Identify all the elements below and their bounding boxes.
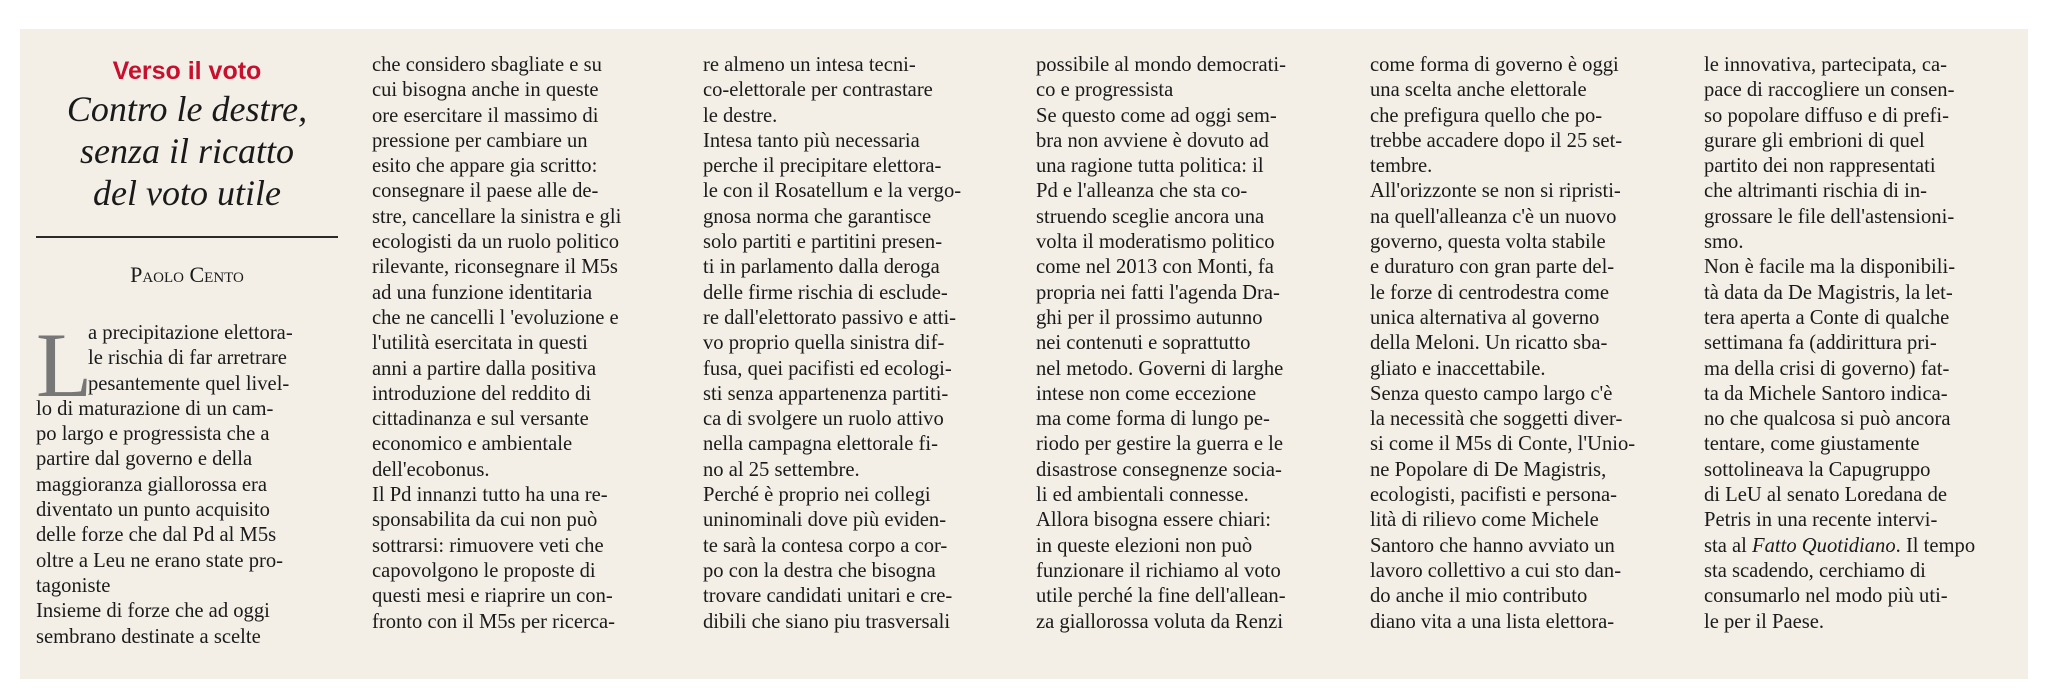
- text-line: ti in parlamento dalla deroga: [703, 256, 940, 279]
- text-line: che ne cancelli l 'evoluzione e: [372, 306, 619, 329]
- text-line: sponsabilita da cui non può: [372, 509, 598, 532]
- column-text: [1704, 53, 2004, 635]
- text-line: Pd e l'alleanza che sta co-: [1036, 180, 1248, 203]
- text-line: una scelta anche elettorale: [1370, 79, 1587, 102]
- text-line: diventato un punto acquisito: [36, 499, 270, 522]
- text-line: co-elettorale per contrastare: [703, 79, 933, 102]
- text-line: propria nei fatti l'agenda Dra-: [1036, 281, 1280, 304]
- drop-cap: L: [36, 314, 93, 416]
- text-line: lità di rilievo come Michele: [1370, 509, 1599, 532]
- text-line: dibili che siano piu trasversali: [703, 610, 951, 633]
- text-line: l'utilità esercitata in questi: [372, 332, 588, 355]
- text-line: ecologisti, pacifisti e persona-: [1370, 484, 1618, 507]
- text-line: gurare gli embrioni di quel: [1704, 129, 1925, 152]
- text-line: re almeno un intesa tecni-: [703, 54, 916, 76]
- text-line: smo.: [1704, 231, 1744, 254]
- text-line: uninominali dove più eviden-: [703, 509, 947, 532]
- text-line: ne Popolare di De Magistris,: [1370, 458, 1607, 481]
- text-line: che altrimanti rischia di in-: [1704, 180, 1928, 203]
- text-line: introduzione del reddito di: [372, 382, 592, 405]
- kicker: Verso il voto: [112, 57, 262, 85]
- headline-line: senza il ricatto: [80, 131, 294, 171]
- text-line: sembrano destinate a scelte: [36, 625, 261, 648]
- text-line: te sarà la contesa corpo a cor-: [703, 534, 948, 557]
- text-line: Il Pd innanzi tutto ha una re-: [372, 484, 608, 507]
- text-line: Intesa tanto più necessaria: [703, 129, 920, 152]
- text-line: Petris in una recente intervi-: [1704, 509, 1938, 532]
- text-line: le rischia di far arretrare: [88, 347, 287, 370]
- text-line: ma della crisi di governo) fat-: [1704, 357, 1950, 380]
- text-line: Se questo come ad oggi sem-: [1036, 104, 1277, 127]
- text-line: no che qualcosa si può ancora: [1704, 408, 1951, 431]
- text-line: a precipitazione elettora-: [88, 322, 293, 344]
- text-line: possibile al mondo democrati-: [1036, 54, 1286, 76]
- text-fragment: . Il tempo: [1895, 534, 1976, 557]
- text-line: ghi per il prossimo autunno: [1036, 306, 1263, 329]
- text-line: partito dei non rappresentati: [1704, 155, 1936, 178]
- text-line: tera aperta a Conte di qualche: [1704, 306, 1950, 329]
- text-line: do anche il mio contributo: [1370, 585, 1588, 608]
- text-line: diano vita a una lista elettora-: [1370, 610, 1615, 633]
- text-line: bra non avviene è dovuto ad: [1036, 129, 1269, 152]
- text-line: sottolineava la Capugruppo: [1704, 458, 1931, 481]
- text-line: tà data da De Magistris, la let-: [1704, 281, 1953, 304]
- text-line: consumarlo nel modo più uti-: [1704, 585, 1948, 608]
- column-5: [1370, 53, 1670, 635]
- text-line: e duraturo con gran parte del-: [1370, 256, 1615, 279]
- text-line: Senza questo campo largo c'è: [1370, 382, 1613, 405]
- text-line: All'orizzonte se non si ripristi-: [1370, 180, 1621, 203]
- text-line: sottrarsi: rimuovere veti che: [372, 534, 604, 557]
- text-line: economico e ambientale: [372, 433, 573, 456]
- text-line: Insieme di forze che ad oggi: [36, 600, 270, 623]
- text-line: che prefigura quello che po-: [1370, 104, 1603, 127]
- text-line: delle firme rischia di esclude-: [703, 281, 948, 304]
- text-line: na quell'alleanza c'è un nuovo: [1370, 205, 1617, 228]
- author-byline: Paolo Cento: [130, 262, 244, 287]
- text-line: tentare, come giustamente: [1704, 433, 1920, 456]
- text-line: Santoro che hanno avviato un: [1370, 534, 1615, 557]
- text-line: come nel 2013 con Monti, fa: [1036, 256, 1274, 279]
- text-line: cui bisogna anche in queste: [372, 79, 599, 102]
- text-line: Non è facile ma la disponibili-: [1704, 256, 1956, 279]
- column-text: [372, 53, 672, 635]
- text-line: governo, questa volta stabile: [1370, 231, 1606, 254]
- text-line: gliato e inaccettabile.: [1370, 357, 1546, 380]
- text-line: trovare candidati unitari e cre-: [703, 585, 953, 608]
- text-line: fusa, quei pacifisti ed ecologi-: [703, 357, 952, 380]
- headline-line: del voto utile: [93, 173, 281, 213]
- text-line: disastrose consegnenze socia-: [1036, 458, 1282, 481]
- text-line: trebbe accadere dopo il 25 set-: [1370, 129, 1623, 152]
- text-line: riodo per gestire la guerra e le: [1036, 433, 1284, 456]
- text-line: lo di maturazione di un cam-: [36, 397, 274, 420]
- text-line: la necessità che soggetti diver-: [1370, 408, 1623, 431]
- text-line: grossare le file dell'astensioni-: [1704, 205, 1955, 228]
- text-line: co e progressista: [1036, 79, 1174, 102]
- text-line: sta al Fatto Quotidiano. Il tempo: [1704, 534, 1976, 557]
- text-line: za giallorossa voluta da Renzi: [1036, 610, 1284, 633]
- text-line: po con la destra che bisogna: [703, 559, 936, 582]
- text-line: settimana fa (addirittura pri-: [1704, 332, 1937, 355]
- text-line: Perché è proprio nei collegi: [703, 484, 931, 507]
- text-line: sti senza appartenenza partiti-: [703, 382, 949, 405]
- divider: [36, 236, 338, 238]
- text-line: di LeU al senato Loredana de: [1704, 484, 1948, 507]
- text-line: struendo sceglie ancora una: [1036, 205, 1265, 228]
- column-text: [703, 53, 1003, 635]
- text-line: perche il precipitare elettora-: [703, 155, 942, 178]
- text-line: cittadinanza e sul versante: [372, 408, 589, 431]
- text-line: come forma di governo è oggi: [1370, 54, 1619, 76]
- text-line: so popolare diffuso e di prefi-: [1704, 104, 1949, 127]
- text-line: ad una funzione identitaria: [372, 281, 593, 304]
- text-line: pesantemente quel livel-: [88, 372, 290, 395]
- text-line: esito che appare gia scritto:: [372, 155, 598, 178]
- text-line: utile perché la fine dell'allean-: [1036, 585, 1286, 608]
- article-body-start: [36, 314, 338, 650]
- text-line: le forze di centrodestra come: [1370, 281, 1609, 304]
- text-line: ta da Michele Santoro indica-: [1704, 382, 1948, 405]
- text-line: anni a partire dalla positiva: [372, 357, 597, 380]
- text-line: unica alternativa al governo: [1370, 306, 1600, 329]
- text-line: le con il Rosatellum e la vergo-: [703, 180, 962, 203]
- text-line: nei contenuti e soprattutto: [1036, 332, 1251, 355]
- text-line: ecologisti da un ruolo politico: [372, 231, 620, 254]
- text-line: vo proprio quella sinistra dif-: [703, 332, 945, 355]
- text-line: gnosa norma che garantisce: [703, 205, 932, 228]
- newspaper-title: Fatto Quotidiano: [1752, 534, 1896, 557]
- text-line: ore esercitare il massimo di: [372, 104, 599, 127]
- text-line: no al 25 settembre.: [703, 458, 860, 481]
- text-line: partire dal governo e della: [36, 448, 253, 471]
- text-line: una ragione tutta politica: il: [1036, 155, 1264, 178]
- text-line: nel metodo. Governi di larghe: [1036, 357, 1284, 380]
- column-text: [1036, 53, 1336, 635]
- text-line: pace di raccogliere un consen-: [1704, 79, 1955, 102]
- headline: [36, 88, 338, 214]
- newspaper-clipping: [20, 29, 2028, 679]
- text-line: delle forze che dal Pd al M5s: [36, 524, 277, 547]
- column-2: [372, 53, 672, 635]
- text-line: fronto con il M5s per ricerca-: [372, 610, 616, 633]
- text-line: si come il M5s di Conte, l'Unio-: [1370, 433, 1636, 456]
- text-line: della Meloni. Un ricatto sba-: [1370, 332, 1608, 355]
- text-line: in queste elezioni non può: [1036, 534, 1253, 557]
- text-line: le destre.: [703, 104, 778, 127]
- text-line: le innovativa, partecipata, ca-: [1704, 54, 1947, 76]
- text-line: stre, cancellare la sinistra e gli: [372, 205, 622, 228]
- text-line: che considero sbagliate e su: [372, 54, 602, 76]
- text-line: tembre.: [1370, 155, 1433, 178]
- text-line: solo partiti e partitini presen-: [703, 231, 943, 254]
- text-line: ca di svolgere un ruolo attivo: [703, 408, 944, 431]
- text-line: maggioranza giallorossa era: [36, 473, 268, 496]
- text-line: re dall'elettorato passivo e atti-: [703, 306, 957, 329]
- text-line: Allora bisogna essere chiari:: [1036, 509, 1272, 532]
- text-line: li ed ambientali connesse.: [1036, 484, 1249, 507]
- text-line: volta il moderatismo politico: [1036, 231, 1275, 254]
- text-line: ma come forma di lungo pe-: [1036, 408, 1270, 431]
- column-3: [703, 53, 1003, 635]
- column-1: [36, 57, 338, 650]
- text-line: le per il Paese.: [1704, 610, 1825, 633]
- text-line: oltre a Leu ne erano state pro-: [36, 549, 284, 572]
- text-line: consegnare il paese alle de-: [372, 180, 599, 203]
- text-line: intese non come eccezione: [1036, 382, 1257, 405]
- column-6: [1704, 53, 2004, 635]
- text-line: lavoro collettivo a cui sto dan-: [1370, 559, 1622, 582]
- text-line: questi mesi e riaprire un con-: [372, 585, 613, 608]
- text-line: capovolgono le proposte di: [372, 559, 596, 582]
- text-line: rilevante, riconsegnare il M5s: [372, 256, 618, 279]
- text-line: tagoniste: [36, 574, 111, 597]
- text-line: funzionare il richiamo al voto: [1036, 559, 1281, 582]
- text-line: pressione per cambiare un: [372, 129, 588, 152]
- text-line: po largo e progressista che a: [36, 423, 270, 446]
- text-line: sta scadendo, cerchiamo di: [1704, 559, 1926, 582]
- text-line: nella campagna elettorale fi-: [703, 433, 938, 456]
- column-text: [1370, 53, 1670, 635]
- text-line: dell'ecobonus.: [372, 458, 490, 481]
- headline-line: Contro le destre,: [66, 89, 308, 129]
- column-4: [1036, 53, 1336, 635]
